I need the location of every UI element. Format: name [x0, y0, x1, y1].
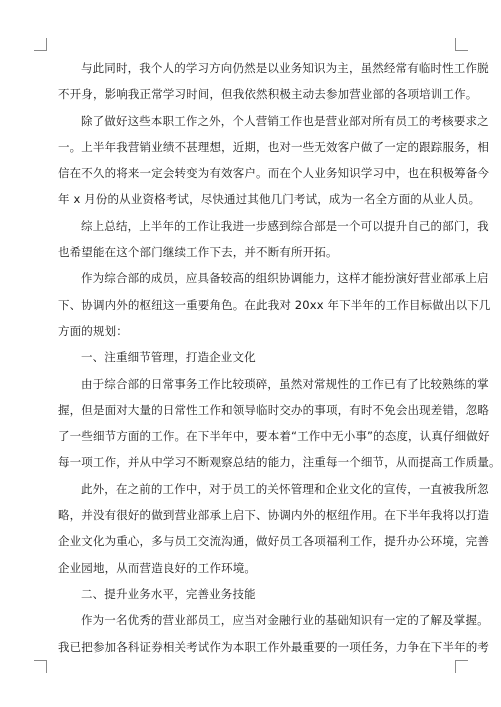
text-line: 略，并没有很好的做到营业部承上启下、协调内外的枢纽作用。在下半年我将以打造 — [58, 508, 490, 523]
crop-mark-bottom-left — [34, 660, 47, 673]
text-line: 企业文化为重心，多与员工交流沟通，做好员工各项福利工作，提升办公环境，完善 — [58, 534, 490, 549]
text-line: 与此同时，我个人的学习方向仍然是以业务知识为主，虽然经常有临时性工作脱 — [81, 61, 489, 75]
text-line: 方面的规划： — [58, 323, 128, 338]
text-line: 年 x 月份的从业资格考试，尽快通过其他几门考试，成为一名全方面的从业人员。 — [58, 192, 481, 207]
text-line: 也希望能在这个部门继续工作下去，并不断有所开拓。 — [58, 245, 338, 260]
paragraph — [58, 61, 489, 102]
crop-mark-top-left — [34, 38, 47, 51]
text-line: 作为综合部的成员，应具备较高的组织协调能力，这样才能扮演好营业部承上启 — [81, 271, 489, 286]
text-line: 作为一名优秀的营业部员工，应当对金融行业的基础知识有一定的了解及掌握。 — [81, 613, 489, 628]
text-line: 信在不久的将来一定会转变为有效客户。而在个人业务知识学习中，也在积极筹备今 — [58, 166, 490, 181]
section-heading — [58, 588, 444, 601]
text-line: 一。上半年我营销业绩不甚理想，近期，也对一些无效客户做了一定的跟踪服务，相 — [58, 139, 490, 154]
paragraph — [58, 218, 489, 260]
paragraph — [58, 271, 491, 338]
document-body — [58, 61, 501, 707]
paragraph — [58, 376, 501, 470]
crop-mark-bottom-right — [455, 660, 468, 673]
text-line: 我已把参加各科证券相关考试作为本职工作外最重要的一项任务，力争在下半年的考 — [58, 639, 490, 654]
crop-mark-top-right — [455, 38, 468, 51]
text-line: 除了做好这些本职工作之外，个人营销工作也是营业部对所有员工的考核要求之 — [81, 113, 489, 128]
heading-line: 二、提升业务水平，完善业务技能 — [81, 586, 256, 601]
section-heading — [58, 351, 444, 364]
text-line: 每一项工作，并从中学习不断观察总结的能力，注重每一个细节，从而提高工作质量。 — [58, 455, 501, 470]
text-line: 由于综合部的日常事务工作比较琐碎，虽然对常规性的工作已有了比较熟练的掌 — [81, 376, 489, 391]
text-line: 了一些细节方面的工作。在下半年中，要本着“工作中无小事”的态度，认真仔细做好 — [58, 429, 490, 444]
paragraph — [58, 113, 490, 207]
text-line: 综上总结，上半年的工作让我进一步感到综合部是一个可以提升自己的部门，我 — [81, 218, 489, 233]
heading-line: 一、注重细节管理，打造企业文化 — [81, 350, 256, 365]
text-line: 此外，在之前的工作中，对于员工的关怀管理和企业文化的宣传，一直被我所忽 — [81, 481, 489, 496]
text-line: 下、协调内外的枢纽这一重要角色。在此我对 20xx 年下半年的工作目标做出以下几 — [58, 297, 491, 312]
text-line: 握，但是面对大量的日常性工作和领导临时交办的事项，有时不免会出现差错，忽略 — [58, 402, 490, 417]
text-line: 不开身，影响我正常学习时间，但我依然积极主动去参加营业部的各项培训工作。 — [58, 87, 478, 102]
paragraph — [58, 481, 490, 575]
text-line: 企业园地，从而营造良好的工作环境。 — [58, 560, 257, 575]
paragraph — [58, 613, 490, 654]
